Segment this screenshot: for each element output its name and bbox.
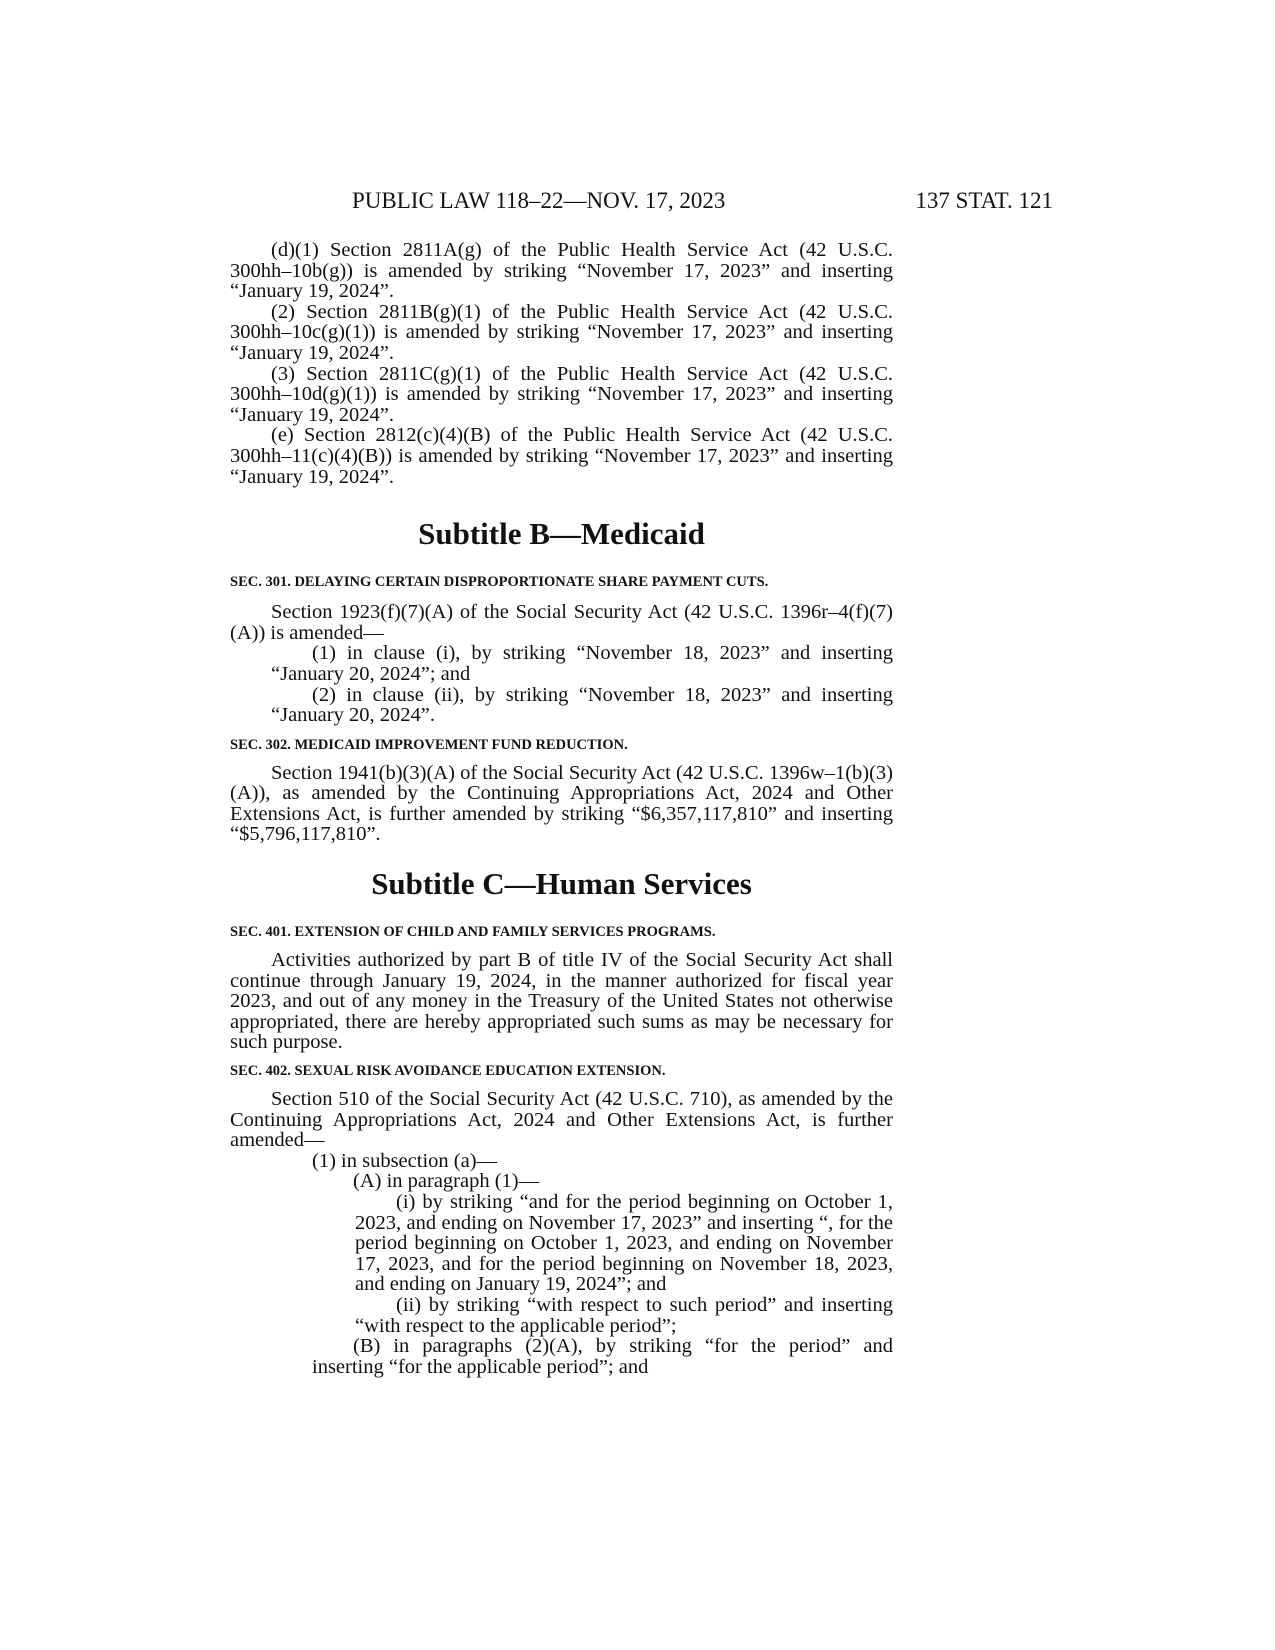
sec-301-item-2: (2) in clause (ii), by striking “November 18, 2023” and inserting “January 20, 2024”. [271,683,893,727]
running-head-citation: PUBLIC LAW 118–22—NOV. 17, 2023 [352,188,726,213]
sec-401-heading: SEC. 401. EXTENSION OF CHILD AND FAMILY SERVICES PROGRAMS. [230,924,716,941]
subtitle-b-heading: Subtitle B—Medicaid [418,516,705,552]
sec-402-intro: Section 510 of the Social Security Act (42 U.S.C. 710), as amended by the Continuing Appropriations Act, 2024 and Other Extensions Act, is further amended— [230,1088,893,1152]
sec-401-text: Activities authorized by part B of title IV of the Social Security Act shall continue through January 19, 2024, in the manner authorized for fiscal year 2023, and out of any money in the Treasury of the United States not otherwise appropriated, there are hereby appropriated such sums as may be necessary for such purpose. [230,949,893,1054]
sec-301-intro: Section 1923(f)(7)(A) of the Social Security Act (42 U.S.C. 1396r–4(f)(7)(A)) is amended— [230,601,893,644]
subtitle-c-heading: Subtitle C—Human Services [371,866,752,902]
sec-402-item-1: (1) in subsection (a)— [312,1149,498,1172]
sec-402-item-a-ii: (ii) by striking “with respect to such period” and inserting “with respect to the applicable period”; [355,1293,893,1337]
sec-402-item-a: (A) in paragraph (1)— [353,1170,540,1193]
paragraph-d1: (d)(1) Section 2811A(g) of the Public Health Service Act (42 U.S.C. 300hh–10b(g)) is amended by striking “November 17, 2023” and inserting “January 19, 2024”. [230,239,893,303]
sec-402-item-b: (B) in paragraphs (2)(A), by striking “for the period” and inserting “for the applicable period”; and [312,1335,893,1378]
paragraph-e: (e) Section 2812(c)(4)(B) of the Public Health Service Act (42 U.S.C. 300hh–11(c)(4)(B)) is amended by striking “November 17, 2023” and inserting “January 19, 2024”. [230,424,893,488]
sec-301-heading: SEC. 301. DELAYING CERTAIN DISPROPORTIONATE SHARE PAYMENT CUTS. [230,574,769,591]
document-body [230,240,893,1377]
sec-402-heading: SEC. 402. SEXUAL RISK AVOIDANCE EDUCATION EXTENSION. [230,1063,666,1080]
sec-302-text: Section 1941(b)(3)(A) of the Social Security Act (42 U.S.C. 1396w–1(b)(3)(A)), as amended by the Continuing Appropriations Act, 2024 and Other Extensions Act, is further amended by striking “$6,357,117,810” and inserting “$5,796,117,810”. [230,761,893,846]
paragraph-d3: (3) Section 2811C(g)(1) of the Public Health Service Act (42 U.S.C. 300hh–10d(g)(1)) is amended by striking “November 17, 2023” and inserting “January 19, 2024”. [230,362,893,426]
sec-402-item-a-i: (i) by striking “and for the period beginning on October 1, 2023, and ending on November 17, 2023” and inserting “, for the period beginning on October 1, 2023, and ending on November 17, 2023, and for the period beginning on November 18, 2023, and ending on January 19, 2024”; and [355,1191,893,1296]
running-head-page-number: 137 STAT. 121 [915,188,1053,213]
sec-301-item-1: (1) in clause (i), by striking “November 18, 2023” and inserting “January 20, 2024”; and [271,642,893,685]
running-head [0,188,1275,218]
sec-302-heading: SEC. 302. MEDICAID IMPROVEMENT FUND REDUCTION. [230,736,628,753]
paragraph-d2: (2) Section 2811B(g)(1) of the Public Health Service Act (42 U.S.C. 300hh–10c(g)(1)) is amended by striking “November 17, 2023” and inserting “January 19, 2024”. [230,300,893,364]
